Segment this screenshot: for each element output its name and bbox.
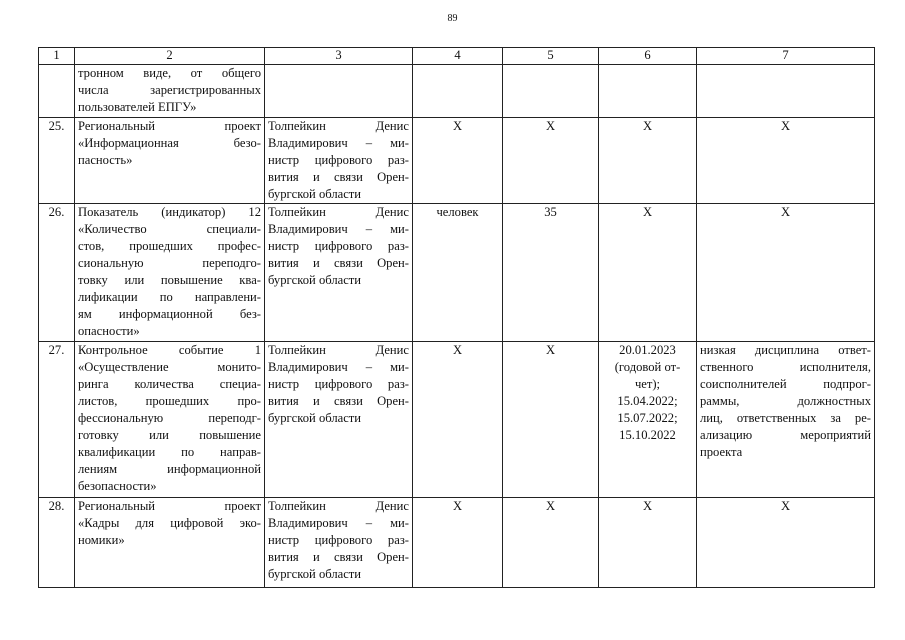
unit-cell: человек — [413, 204, 503, 342]
unit-cell: Х — [413, 342, 503, 498]
header-cell-6: 6 — [599, 48, 697, 65]
value-cell: Х — [503, 498, 599, 588]
cell-line: Региональный проект — [78, 499, 261, 513]
header-cell-5: 5 — [503, 48, 599, 65]
risk-cell — [697, 204, 875, 342]
cell-line: пасность» — [78, 153, 133, 167]
cell-line: ям информационной без- — [78, 307, 261, 321]
cell-line: числа зарегистрированных — [78, 83, 261, 97]
cell-line: ственного исполнителя, — [700, 360, 871, 374]
cell-line: Владимирович – ми- — [268, 136, 409, 150]
cell-line: готовку или повышение — [78, 428, 261, 442]
cell-line: бургской области — [268, 567, 362, 581]
cell-line: безопасности» — [78, 479, 157, 493]
value-cell — [503, 65, 599, 118]
cell-line: 15.04.2022; — [617, 394, 678, 408]
cell-line: «Осуществление монито- — [78, 360, 261, 374]
document-table — [38, 47, 875, 588]
cell-line: «Кадры для цифровой эко- — [78, 516, 261, 530]
deadline-cell — [599, 498, 697, 588]
cell-line: вития и связи Орен- — [268, 550, 409, 564]
name-cell — [75, 498, 265, 588]
cell-line: бургской области — [268, 273, 362, 287]
risk-cell — [697, 498, 875, 588]
cell-line: лификации по направлени- — [78, 290, 261, 304]
cell-line: лениям информационной — [78, 462, 261, 476]
responsible-cell — [265, 342, 413, 498]
row-number-cell: 26. — [39, 204, 75, 342]
deadline-cell — [599, 204, 697, 342]
cell-line: «Информационная безо- — [78, 136, 261, 150]
deadline-cell — [599, 65, 697, 118]
cell-line: нистр цифрового раз- — [268, 153, 409, 167]
cell-line: квалификации по направ- — [78, 445, 261, 459]
name-cell — [75, 342, 265, 498]
cell-line: проекта — [700, 445, 743, 459]
cell-line: номики» — [78, 533, 125, 547]
cell-line: пользователей ЕПГУ» — [78, 100, 197, 114]
row-number-cell: 28. — [39, 498, 75, 588]
cell-line: Показатель (индикатор) 12 — [78, 205, 261, 219]
cell-line: вития и связи Орен- — [268, 256, 409, 270]
cell-line: 20.01.2023 — [619, 343, 676, 357]
cell-line: бургской области — [268, 187, 362, 201]
unit-cell — [413, 65, 503, 118]
cell-line: Владимирович – ми- — [268, 360, 409, 374]
cell-line: лиц, ответственных за ре- — [700, 411, 871, 425]
cell-line: нистр цифрового раз- — [268, 239, 409, 253]
cell-line: Владимирович – ми- — [268, 222, 409, 236]
cell-line: низкая дисциплина ответ- — [700, 343, 871, 357]
table-row — [39, 342, 875, 498]
cell-line: бургской области — [268, 411, 362, 425]
cell-line: соисполнителей подпрог- — [700, 377, 871, 391]
deadline-cell — [599, 342, 697, 498]
cell-line: Толпейкин Денис — [268, 499, 409, 513]
header-cell-2: 2 — [75, 48, 265, 65]
unit-cell: Х — [413, 498, 503, 588]
table-row — [39, 118, 875, 204]
row-number-cell — [39, 65, 75, 118]
cell-line: «Количество специали- — [78, 222, 261, 236]
name-cell — [75, 118, 265, 204]
cell-line: вития и связи Орен- — [268, 394, 409, 408]
cell-line: вития и связи Орен- — [268, 170, 409, 184]
cell-line: (годовой от- — [614, 360, 681, 374]
cell-line: 15.10.2022 — [619, 428, 676, 442]
value-cell: Х — [503, 118, 599, 204]
cell-line: тронном виде, от общего — [78, 66, 261, 80]
cell-line: листов, прошедших про- — [78, 394, 261, 408]
header-cell-4: 4 — [413, 48, 503, 65]
cell-line: Х — [642, 205, 653, 219]
cell-line: Х — [780, 205, 791, 219]
risk-cell — [697, 342, 875, 498]
cell-line: нистр цифрового раз- — [268, 533, 409, 547]
responsible-cell — [265, 65, 413, 118]
responsible-cell — [265, 204, 413, 342]
risk-cell — [697, 118, 875, 204]
cell-line: Х — [780, 499, 791, 513]
cell-line: Контрольное событие 1 — [78, 343, 261, 357]
value-cell: Х — [503, 342, 599, 498]
cell-line: Х — [780, 119, 791, 133]
page-number: 89 — [447, 13, 458, 24]
cell-line: Региональный проект — [78, 119, 261, 133]
cell-line: опасности» — [78, 324, 140, 338]
cell-line: фессиональную переподг- — [78, 411, 261, 425]
value-cell: 35 — [503, 204, 599, 342]
table-row — [39, 204, 875, 342]
cell-line: ализацию мероприятий — [700, 428, 871, 442]
cell-line: Владимирович – ми- — [268, 516, 409, 530]
cell-line: Толпейкин Денис — [268, 119, 409, 133]
cell-line: стов, прошедших профес- — [78, 239, 261, 253]
table-row — [39, 65, 875, 118]
cell-line: Х — [642, 499, 653, 513]
responsible-cell — [265, 498, 413, 588]
risk-cell — [697, 65, 875, 118]
cell-line: ринга количества специа- — [78, 377, 261, 391]
cell-line: нистр цифрового раз- — [268, 377, 409, 391]
table-header-row — [39, 48, 875, 65]
cell-line: чет); — [634, 377, 661, 391]
cell-line: сиональную переподго- — [78, 256, 261, 270]
unit-cell: Х — [413, 118, 503, 204]
responsible-cell — [265, 118, 413, 204]
deadline-cell — [599, 118, 697, 204]
name-cell — [75, 204, 265, 342]
cell-line: Х — [642, 119, 653, 133]
cell-line: Толпейкин Денис — [268, 205, 409, 219]
cell-line: 15.07.2022; — [617, 411, 678, 425]
header-cell-7: 7 — [697, 48, 875, 65]
table-row — [39, 498, 875, 588]
header-cell-3: 3 — [265, 48, 413, 65]
cell-line: товку или повышение ква- — [78, 273, 261, 287]
header-cell-1: 1 — [39, 48, 75, 65]
row-number-cell: 25. — [39, 118, 75, 204]
cell-line: Толпейкин Денис — [268, 343, 409, 357]
row-number-cell: 27. — [39, 342, 75, 498]
name-cell — [75, 65, 265, 118]
cell-line: раммы, должностных — [700, 394, 871, 408]
